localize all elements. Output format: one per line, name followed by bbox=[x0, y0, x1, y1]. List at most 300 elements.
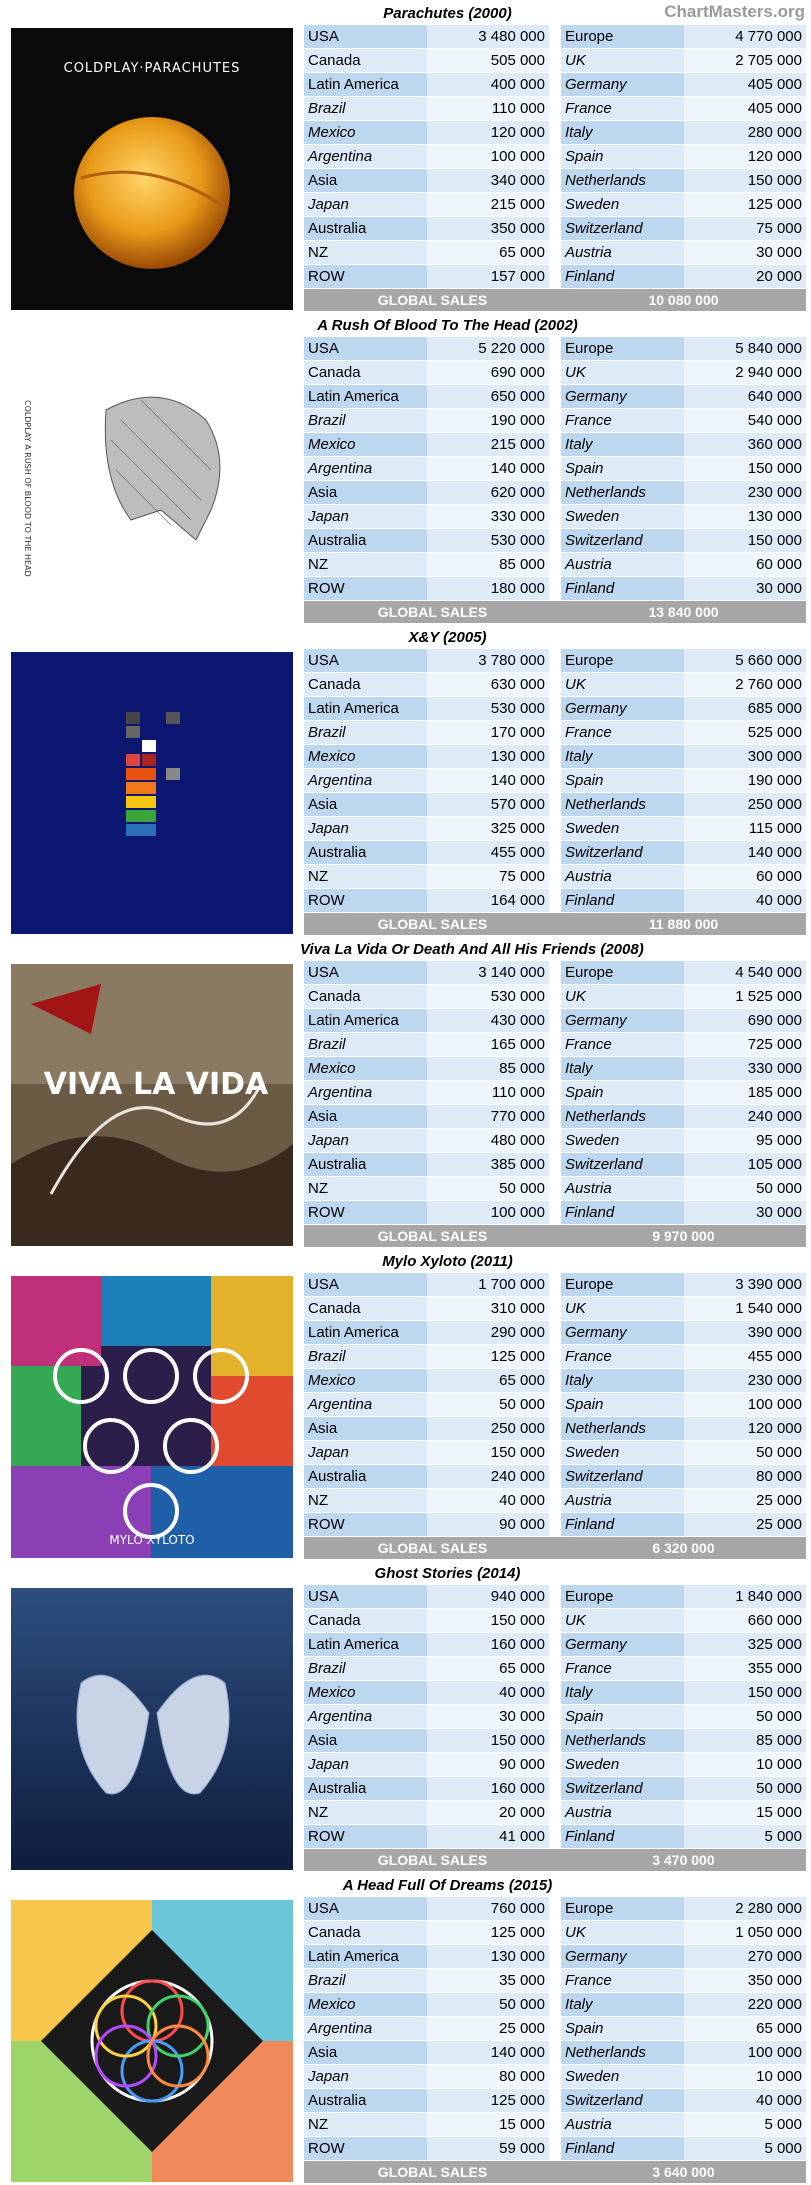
sales-value: 25 000 bbox=[684, 1513, 806, 1536]
region-name: Australia bbox=[304, 1777, 427, 1800]
table-row bbox=[561, 193, 806, 217]
region-name: Brazil bbox=[304, 721, 427, 744]
sales-value: 10 000 bbox=[684, 2065, 806, 2088]
album-title: A Rush Of Blood To The Head (2002) bbox=[317, 317, 578, 334]
sales-value: 690 000 bbox=[427, 361, 549, 384]
sales-value: 50 000 bbox=[684, 1705, 806, 1728]
region-name: Australia bbox=[304, 841, 427, 864]
table-row bbox=[304, 337, 549, 361]
region-name: Latin America bbox=[304, 1633, 427, 1656]
table-row bbox=[304, 73, 549, 97]
sales-table-left bbox=[304, 337, 549, 601]
region-name: Asia bbox=[304, 793, 427, 816]
table-row bbox=[561, 1297, 806, 1321]
sales-value: 90 000 bbox=[427, 1513, 549, 1536]
region-name: Canada bbox=[304, 1921, 427, 1944]
region-name: Sweden bbox=[561, 817, 684, 840]
table-row bbox=[304, 529, 549, 553]
global-sales-value: 10 080 000 bbox=[648, 292, 719, 308]
sales-value: 40 000 bbox=[427, 1681, 549, 1704]
region-name: USA bbox=[304, 961, 427, 984]
table-row bbox=[304, 553, 549, 577]
table-row bbox=[561, 385, 806, 409]
sales-value: 30 000 bbox=[427, 1705, 549, 1728]
region-name: Switzerland bbox=[561, 1153, 684, 1176]
region-name: Switzerland bbox=[561, 2089, 684, 2112]
sales-value: 1 540 000 bbox=[684, 1297, 806, 1320]
table-row bbox=[561, 481, 806, 505]
table-row bbox=[304, 697, 549, 721]
sales-value: 350 000 bbox=[684, 1969, 806, 1992]
sales-value: 2 760 000 bbox=[684, 673, 806, 696]
region-name: USA bbox=[304, 1273, 427, 1296]
global-sales-label: GLOBAL SALES bbox=[377, 292, 488, 308]
table-row bbox=[304, 793, 549, 817]
album-block bbox=[0, 627, 811, 939]
region-name: Sweden bbox=[561, 1129, 684, 1152]
table-row bbox=[561, 1921, 806, 1945]
sales-value: 85 000 bbox=[684, 1729, 806, 1752]
region-name: UK bbox=[561, 49, 684, 72]
region-name: France bbox=[561, 409, 684, 432]
table-row bbox=[561, 985, 806, 1009]
table-row bbox=[304, 745, 549, 769]
region-name: Netherlands bbox=[561, 481, 684, 504]
site-brand[interactable]: ChartMasters.org bbox=[664, 2, 805, 21]
region-name: NZ bbox=[304, 1177, 427, 1200]
table-row bbox=[561, 2113, 806, 2137]
region-name: Germany bbox=[561, 1633, 684, 1656]
region-name: Spain bbox=[561, 1081, 684, 1104]
table-row bbox=[304, 1969, 549, 1993]
sales-value: 2 940 000 bbox=[684, 361, 806, 384]
region-name: Italy bbox=[561, 1681, 684, 1704]
sales-value: 30 000 bbox=[684, 241, 806, 264]
table-row bbox=[561, 1105, 806, 1129]
table-row bbox=[561, 1345, 806, 1369]
region-name: Finland bbox=[561, 1825, 684, 1848]
svg-text:MYLO XYLOTO: MYLO XYLOTO bbox=[109, 1533, 195, 1547]
region-name: Europe bbox=[561, 25, 684, 48]
sales-value: 355 000 bbox=[684, 1657, 806, 1680]
region-name: Finland bbox=[561, 889, 684, 912]
table-row bbox=[304, 1489, 549, 1513]
sales-value: 120 000 bbox=[684, 1417, 806, 1440]
table-row bbox=[561, 361, 806, 385]
region-name: Brazil bbox=[304, 1345, 427, 1368]
sales-value: 25 000 bbox=[427, 2017, 549, 2040]
region-name: Spain bbox=[561, 1705, 684, 1728]
region-name: NZ bbox=[304, 241, 427, 264]
sales-value: 41 000 bbox=[427, 1825, 549, 1848]
sales-value: 140 000 bbox=[427, 769, 549, 792]
table-row bbox=[561, 769, 806, 793]
sales-value: 65 000 bbox=[684, 2017, 806, 2040]
sales-table-right bbox=[561, 337, 806, 601]
region-name: Switzerland bbox=[561, 217, 684, 240]
table-row bbox=[304, 1441, 549, 1465]
sales-value: 270 000 bbox=[684, 1945, 806, 1968]
sales-value: 310 000 bbox=[427, 1297, 549, 1320]
region-name: Argentina bbox=[304, 1081, 427, 1104]
sales-value: 100 000 bbox=[427, 1201, 549, 1224]
region-name: Italy bbox=[561, 1993, 684, 2016]
sales-value: 120 000 bbox=[427, 121, 549, 144]
sales-value: 60 000 bbox=[684, 553, 806, 576]
table-row bbox=[561, 1993, 806, 2017]
sales-value: 685 000 bbox=[684, 697, 806, 720]
region-name: Spain bbox=[561, 145, 684, 168]
album-block bbox=[0, 939, 811, 1251]
sales-value: 2 705 000 bbox=[684, 49, 806, 72]
table-row bbox=[304, 865, 549, 889]
table-row bbox=[561, 1201, 806, 1225]
region-name: USA bbox=[304, 337, 427, 360]
sales-value: 350 000 bbox=[427, 217, 549, 240]
region-name: France bbox=[561, 97, 684, 120]
region-name: Italy bbox=[561, 745, 684, 768]
table-row bbox=[304, 169, 549, 193]
table-row bbox=[304, 457, 549, 481]
table-row bbox=[561, 1153, 806, 1177]
global-sales-value: 3 640 000 bbox=[652, 2164, 715, 2180]
table-row bbox=[561, 1897, 806, 1921]
sales-value: 50 000 bbox=[427, 1993, 549, 2016]
table-row bbox=[304, 1513, 549, 1537]
sales-value: 65 000 bbox=[427, 1657, 549, 1680]
sales-value: 40 000 bbox=[427, 1489, 549, 1512]
sales-value: 250 000 bbox=[427, 1417, 549, 1440]
region-name: Latin America bbox=[304, 1945, 427, 1968]
region-name: Switzerland bbox=[561, 529, 684, 552]
sales-value: 150 000 bbox=[427, 1729, 549, 1752]
region-name: Sweden bbox=[561, 1441, 684, 1464]
sales-value: 105 000 bbox=[684, 1153, 806, 1176]
table-row bbox=[561, 1321, 806, 1345]
table-row bbox=[561, 1681, 806, 1705]
sales-value: 190 000 bbox=[684, 769, 806, 792]
sales-value: 20 000 bbox=[684, 265, 806, 288]
region-name: Argentina bbox=[304, 2017, 427, 2040]
table-row bbox=[304, 2017, 549, 2041]
table-row bbox=[304, 1201, 549, 1225]
table-row bbox=[304, 1705, 549, 1729]
album-title: Mylo Xyloto (2011) bbox=[382, 1253, 513, 1270]
table-row bbox=[304, 1777, 549, 1801]
sales-value: 150 000 bbox=[427, 1441, 549, 1464]
region-name: Sweden bbox=[561, 2065, 684, 2088]
album-block bbox=[0, 315, 811, 627]
table-row bbox=[304, 2137, 549, 2161]
table-row bbox=[304, 961, 549, 985]
region-name: USA bbox=[304, 1585, 427, 1608]
sales-value: 640 000 bbox=[684, 385, 806, 408]
sales-value: 125 000 bbox=[427, 2089, 549, 2112]
sales-value: 15 000 bbox=[427, 2113, 549, 2136]
region-name: Mexico bbox=[304, 433, 427, 456]
sales-value: 215 000 bbox=[427, 433, 549, 456]
table-row bbox=[561, 217, 806, 241]
sales-value: 3 780 000 bbox=[427, 649, 549, 672]
region-name: Finland bbox=[561, 2137, 684, 2160]
region-name: USA bbox=[304, 649, 427, 672]
table-row bbox=[304, 1465, 549, 1489]
table-row bbox=[304, 1033, 549, 1057]
sales-value: 2 280 000 bbox=[684, 1897, 806, 1920]
sales-value: 340 000 bbox=[427, 169, 549, 192]
region-name: Austria bbox=[561, 241, 684, 264]
table-row bbox=[304, 1129, 549, 1153]
table-row bbox=[304, 673, 549, 697]
sales-value: 50 000 bbox=[427, 1177, 549, 1200]
sales-value: 770 000 bbox=[427, 1105, 549, 1128]
table-row bbox=[561, 793, 806, 817]
sales-value: 530 000 bbox=[427, 529, 549, 552]
sales-value: 620 000 bbox=[427, 481, 549, 504]
sales-value: 5 220 000 bbox=[427, 337, 549, 360]
region-name: Brazil bbox=[304, 1969, 427, 1992]
sales-value: 190 000 bbox=[427, 409, 549, 432]
sales-value: 570 000 bbox=[427, 793, 549, 816]
region-name: Latin America bbox=[304, 1321, 427, 1344]
sales-value: 690 000 bbox=[684, 1009, 806, 1032]
table-row bbox=[561, 457, 806, 481]
region-name: Netherlands bbox=[561, 169, 684, 192]
sales-value: 530 000 bbox=[427, 985, 549, 1008]
region-name: Latin America bbox=[304, 385, 427, 408]
table-row bbox=[304, 721, 549, 745]
region-name: NZ bbox=[304, 553, 427, 576]
sales-value: 4 770 000 bbox=[684, 25, 806, 48]
sales-value: 725 000 bbox=[684, 1033, 806, 1056]
sales-value: 130 000 bbox=[427, 745, 549, 768]
region-name: Germany bbox=[561, 73, 684, 96]
table-row bbox=[561, 2065, 806, 2089]
global-sales-row bbox=[304, 601, 806, 623]
sales-value: 150 000 bbox=[684, 457, 806, 480]
table-row bbox=[561, 745, 806, 769]
table-row bbox=[561, 2089, 806, 2113]
table-row bbox=[561, 97, 806, 121]
sales-value: 215 000 bbox=[427, 193, 549, 216]
sales-value: 3 480 000 bbox=[427, 25, 549, 48]
sales-value: 390 000 bbox=[684, 1321, 806, 1344]
region-name: ROW bbox=[304, 265, 427, 288]
album-block bbox=[0, 1563, 811, 1875]
album-cover-image bbox=[11, 340, 293, 622]
sales-value: 140 000 bbox=[427, 2041, 549, 2064]
sales-value: 100 000 bbox=[684, 1393, 806, 1416]
region-name: USA bbox=[304, 1897, 427, 1920]
sales-value: 50 000 bbox=[427, 1393, 549, 1416]
sales-value: 115 000 bbox=[684, 817, 806, 840]
table-row bbox=[561, 2137, 806, 2161]
sales-value: 630 000 bbox=[427, 673, 549, 696]
table-row bbox=[304, 889, 549, 913]
sales-value: 220 000 bbox=[684, 1993, 806, 2016]
sales-value: 150 000 bbox=[684, 1681, 806, 1704]
table-row bbox=[304, 2113, 549, 2137]
region-name: Japan bbox=[304, 817, 427, 840]
sales-value: 505 000 bbox=[427, 49, 549, 72]
table-row bbox=[304, 1273, 549, 1297]
region-name: Europe bbox=[561, 649, 684, 672]
table-row bbox=[561, 1033, 806, 1057]
region-name: Netherlands bbox=[561, 1105, 684, 1128]
region-name: Japan bbox=[304, 2065, 427, 2088]
table-row bbox=[304, 1177, 549, 1201]
region-name: Europe bbox=[561, 1897, 684, 1920]
table-row bbox=[304, 1009, 549, 1033]
table-row bbox=[561, 337, 806, 361]
region-name: Germany bbox=[561, 697, 684, 720]
sales-value: 280 000 bbox=[684, 121, 806, 144]
sales-value: 150 000 bbox=[684, 169, 806, 192]
region-name: Australia bbox=[304, 1465, 427, 1488]
region-name: Canada bbox=[304, 985, 427, 1008]
table-row bbox=[561, 241, 806, 265]
region-name: Netherlands bbox=[561, 1417, 684, 1440]
sales-value: 130 000 bbox=[684, 505, 806, 528]
region-name: Japan bbox=[304, 1441, 427, 1464]
region-name: France bbox=[561, 721, 684, 744]
region-name: ROW bbox=[304, 1201, 427, 1224]
album-cover-image bbox=[11, 1900, 293, 2182]
table-row bbox=[561, 577, 806, 601]
sales-value: 125 000 bbox=[427, 1921, 549, 1944]
region-name: Sweden bbox=[561, 505, 684, 528]
table-row bbox=[304, 1585, 549, 1609]
table-row bbox=[304, 1153, 549, 1177]
region-name: Europe bbox=[561, 337, 684, 360]
sales-value: 10 000 bbox=[684, 1753, 806, 1776]
sales-value: 110 000 bbox=[427, 1081, 549, 1104]
sales-value: 5 000 bbox=[684, 2113, 806, 2136]
region-name: Japan bbox=[304, 505, 427, 528]
table-row bbox=[561, 1393, 806, 1417]
region-name: ROW bbox=[304, 1825, 427, 1848]
sales-value: 59 000 bbox=[427, 2137, 549, 2160]
region-name: Japan bbox=[304, 1753, 427, 1776]
sales-value: 185 000 bbox=[684, 1081, 806, 1104]
table-row bbox=[561, 1513, 806, 1537]
region-name: Germany bbox=[561, 1009, 684, 1032]
table-row bbox=[304, 481, 549, 505]
region-name: France bbox=[561, 1969, 684, 1992]
table-row bbox=[561, 841, 806, 865]
table-row bbox=[561, 2017, 806, 2041]
global-sales-value: 9 970 000 bbox=[652, 1228, 715, 1244]
region-name: UK bbox=[561, 361, 684, 384]
region-name: Canada bbox=[304, 49, 427, 72]
table-row bbox=[561, 721, 806, 745]
sales-value: 170 000 bbox=[427, 721, 549, 744]
sales-value: 330 000 bbox=[684, 1057, 806, 1080]
album-title: Ghost Stories (2014) bbox=[374, 1565, 521, 1582]
region-name: Australia bbox=[304, 1153, 427, 1176]
table-row bbox=[304, 1681, 549, 1705]
sales-value: 125 000 bbox=[684, 193, 806, 216]
table-row bbox=[561, 1369, 806, 1393]
sales-table-right bbox=[561, 1585, 806, 1849]
region-name: Brazil bbox=[304, 97, 427, 120]
table-row bbox=[304, 1297, 549, 1321]
table-row bbox=[304, 1897, 549, 1921]
sales-value: 290 000 bbox=[427, 1321, 549, 1344]
table-row bbox=[304, 1369, 549, 1393]
sales-table-left bbox=[304, 961, 549, 1225]
table-row bbox=[304, 985, 549, 1009]
region-name: NZ bbox=[304, 1489, 427, 1512]
region-name: Finland bbox=[561, 1513, 684, 1536]
sales-value: 140 000 bbox=[427, 457, 549, 480]
sales-value: 480 000 bbox=[427, 1129, 549, 1152]
region-name: Switzerland bbox=[561, 841, 684, 864]
region-name: Argentina bbox=[304, 1393, 427, 1416]
sales-value: 65 000 bbox=[427, 241, 549, 264]
table-row bbox=[304, 2041, 549, 2065]
global-sales-row bbox=[304, 1849, 806, 1871]
region-name: Austria bbox=[561, 553, 684, 576]
region-name: Asia bbox=[304, 169, 427, 192]
region-name: Germany bbox=[561, 1945, 684, 1968]
region-name: Netherlands bbox=[561, 2041, 684, 2064]
sales-value: 405 000 bbox=[684, 73, 806, 96]
sales-value: 95 000 bbox=[684, 1129, 806, 1152]
region-name: UK bbox=[561, 985, 684, 1008]
region-name: Italy bbox=[561, 121, 684, 144]
table-row bbox=[304, 1825, 549, 1849]
sales-value: 30 000 bbox=[684, 1201, 806, 1224]
sales-value: 5 660 000 bbox=[684, 649, 806, 672]
global-sales-value: 11 880 000 bbox=[648, 916, 719, 932]
album-block bbox=[0, 3, 811, 315]
sales-value: 5 840 000 bbox=[684, 337, 806, 360]
sales-value: 240 000 bbox=[684, 1105, 806, 1128]
region-name: ROW bbox=[304, 889, 427, 912]
table-row bbox=[304, 1993, 549, 2017]
global-sales-row bbox=[304, 1537, 806, 1559]
region-name: Brazil bbox=[304, 409, 427, 432]
sales-value: 80 000 bbox=[427, 2065, 549, 2088]
table-row bbox=[561, 121, 806, 145]
album-cover-image bbox=[11, 1276, 293, 1558]
region-name: Canada bbox=[304, 361, 427, 384]
sales-value: 760 000 bbox=[427, 1897, 549, 1920]
table-row bbox=[561, 505, 806, 529]
region-name: Australia bbox=[304, 529, 427, 552]
sales-value: 125 000 bbox=[427, 1345, 549, 1368]
global-sales-value: 3 470 000 bbox=[652, 1852, 715, 1868]
region-name: Europe bbox=[561, 1585, 684, 1608]
sales-value: 160 000 bbox=[427, 1777, 549, 1800]
sales-value: 50 000 bbox=[684, 1177, 806, 1200]
table-row bbox=[561, 961, 806, 985]
table-row bbox=[561, 817, 806, 841]
album-title: X&Y (2005) bbox=[408, 629, 487, 646]
sales-value: 1 840 000 bbox=[684, 1585, 806, 1608]
sales-value: 35 000 bbox=[427, 1969, 549, 1992]
sales-value: 4 540 000 bbox=[684, 961, 806, 984]
sales-value: 160 000 bbox=[427, 1633, 549, 1656]
svg-text:VIVA LA VIDA: VIVA LA VIDA bbox=[43, 1067, 269, 1102]
table-row bbox=[304, 1081, 549, 1105]
region-name: Netherlands bbox=[561, 793, 684, 816]
sales-value: 140 000 bbox=[684, 841, 806, 864]
table-row bbox=[304, 121, 549, 145]
region-name: Mexico bbox=[304, 1057, 427, 1080]
region-name: Germany bbox=[561, 385, 684, 408]
